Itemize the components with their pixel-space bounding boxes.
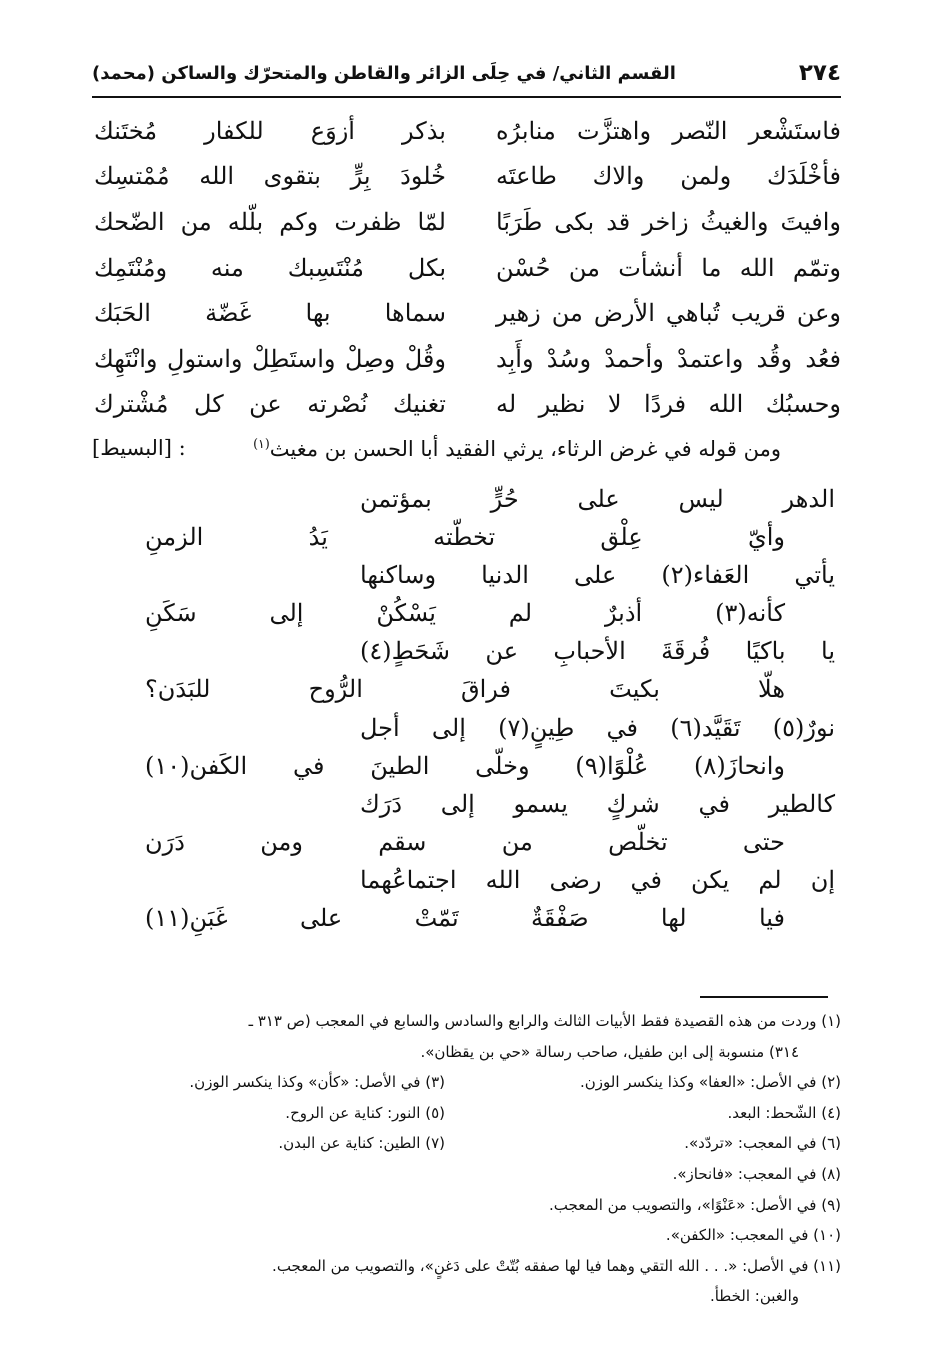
footnote xyxy=(92,1006,841,1037)
footnote-continuation: ٣١٤) منسوبة إلى ابن طفيل، صاحب رسالة «حي بن يقظان». xyxy=(420,1042,799,1061)
verse-second-hemistich: بذكر أزوَع للكفار مُختَنك xyxy=(94,116,446,145)
verse-first-hemistich: فاستَشْعر النّصر واهتزَّت منابرُه xyxy=(496,116,841,145)
footnote-ref: (١) xyxy=(253,436,270,451)
footnote xyxy=(92,1190,841,1221)
footnote-text: (٩) في الأصل: «عَنْوًا»، والتصويب من المعجب. xyxy=(549,1195,841,1214)
running-title: القسم الثاني/ في حِلَى الزائر والقاطن والمتحرّك والساكن (محمد) xyxy=(92,63,676,84)
verse xyxy=(92,199,841,245)
verse-first-hemistich: نورٌ(٥) تَقَيَّد(٦) في طِينٍ(٧) إلى أجل xyxy=(360,713,836,742)
footnote-text: (١١) في الأصل: «. . . الله التقي وهما فيا لها صفقه بُتّتْ على دَغنٍ»، والتصويب من المعجب. xyxy=(272,1256,841,1275)
verse-second-hemistich: خُلودَ بِرٍّ بتقوى الله مُمْتسِك xyxy=(94,162,446,191)
poem-introduction xyxy=(92,430,781,470)
verse-first-hemistich: كالطير في شركٍ يسمو إلى دَرَك xyxy=(360,789,835,818)
verse-first-hemistich: يأتي العَفاء(٢) على الدنيا وساكنها xyxy=(360,561,835,590)
verse-second-hemistich: وأيّ عِلْق تخطّته يَدُ الزمنِ xyxy=(145,523,785,552)
verse xyxy=(92,154,841,200)
verse-first-hemistich: فأخْلَدَك ولمن والاك طاعتَه xyxy=(496,162,841,191)
footnote xyxy=(92,1098,841,1129)
verse-second-hemistich: وقُلْ وصِلْ واستَطِلْ واستولِ وانْتَهِك xyxy=(94,344,446,373)
footnote-text: (٢) في الأصل: «العفا» وكذا ينكسر الوزن. xyxy=(580,1073,841,1092)
page-header xyxy=(92,60,841,92)
footnote-separator xyxy=(700,996,828,998)
footnote-text: (٨) في المعجب: «فانحاز». xyxy=(672,1164,841,1183)
verse-first-hemistich: يا باكيًا فُرقَةَ الأحبابِ عن شَحَطٍ(٤) xyxy=(360,637,835,666)
verse xyxy=(92,108,841,154)
footnotes xyxy=(92,1006,841,1312)
verse-second-hemistich: بكل مُنْتَسِبك منه ومُنْتَمِك xyxy=(94,253,446,282)
footnote-text: (٥) النور: كناية عن الروح. xyxy=(285,1103,445,1122)
verse-first-hemistich: وعن قريب تُباهي الأرض من زهير xyxy=(496,299,841,328)
footnote xyxy=(92,1067,841,1098)
verse-first-hemistich: إن لم يكن في رضى الله اجتماعُهما xyxy=(360,865,835,894)
verse-second-hemistich: لمّا ظفرت وكم بلّله من الضّحك xyxy=(94,207,446,236)
verse xyxy=(92,336,841,382)
verse xyxy=(92,245,841,291)
verse xyxy=(92,290,841,336)
footnote-text: (٦) في المعجب: «تردّد». xyxy=(684,1134,841,1153)
verse-second-hemistich: كأنه(٣) أذبرٌ لم يَسْكُنْ إلى سَكَنِ xyxy=(145,599,785,628)
header-rule xyxy=(92,96,841,98)
footnote-text: (١) وردت من هذه القصيدة فقط الأبيات الثالث والرابع والسادس والسابع في المعجب (ص ٣١٣ ـ xyxy=(248,1012,841,1030)
verse-second-hemistich: سماها بها غَضّة الحَبَك xyxy=(94,299,446,328)
verse-second-hemistich: وانحازَ(٨) عُلْوًا(٩) وخلّى الطينَ في الكَفن(١٠) xyxy=(145,751,786,780)
footnote-text: (٤) الشّحط: البعد. xyxy=(727,1103,841,1122)
couplet-poem xyxy=(92,108,841,427)
footnote xyxy=(92,1128,841,1159)
meter-label: : [البسيط] xyxy=(92,436,186,460)
footnote xyxy=(92,1251,841,1282)
verse-first-hemistich: وتمّم الله ما أنشأت من حُسْن xyxy=(496,253,841,282)
verse-second-hemistich: حتى تخلّص من سقم ومن دَرَن xyxy=(145,827,785,856)
footnote-text: (١٠) في المعجب: «الكفن». xyxy=(665,1226,841,1245)
verse-first-hemistich: الدهر ليس على حُرٍّ بمؤتمن xyxy=(360,485,835,513)
verse-second-hemistich: هلّا بكيتَ فراقَ الرُّوح للبَدَن؟ xyxy=(145,675,785,704)
verse-second-hemistich: فيا لها صَفْقَةٌ تَمّتْ على غَبَنِ(١١) xyxy=(145,904,785,933)
verse xyxy=(92,382,841,428)
footnote xyxy=(92,1220,841,1251)
verse-first-hemistich: فعُد وقُد واعتمدْ وأحمدْ وسُدْ وأَبِد xyxy=(496,344,841,373)
verse-first-hemistich: وحسبُك الله فردًا لا نظير له xyxy=(496,390,841,419)
footnote-continuation: والغبن: الخطأ. xyxy=(709,1287,799,1306)
elegy-poem xyxy=(145,480,835,937)
footnote xyxy=(92,1159,841,1190)
footnote-text: (٧) الطين: كناية عن البدن. xyxy=(278,1134,445,1153)
page-number: ٢٧٤ xyxy=(798,60,841,86)
verse-second-hemistich: تغنيك نُصْرته عن كل مُشْترك xyxy=(94,390,446,419)
footnote-text: (٣) في الأصل: «كأن» وكذا ينكسر الوزن. xyxy=(189,1073,445,1092)
verse-first-hemistich: وافيتَ والغيثُ زاخر قد بكى طَرَبًا xyxy=(496,207,841,236)
intro-text: ومن قوله في غرض الرثاء، يرثي الفقيد أبا الحسن بن مغيث$^{(١)}$ xyxy=(253,436,781,461)
